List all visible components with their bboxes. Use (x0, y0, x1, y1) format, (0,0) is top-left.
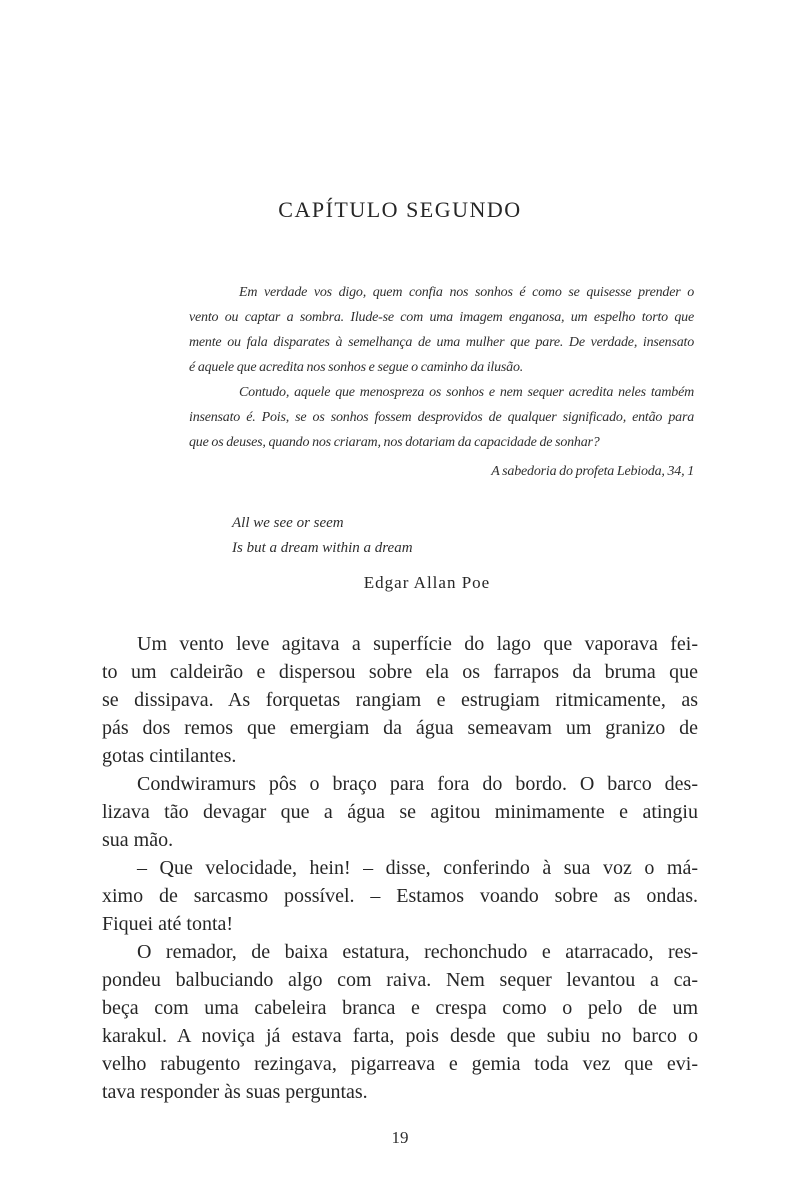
epigraph-paragraph-1 (189, 280, 694, 380)
body-line: O remador, de baixa estatura, rechonchudo e atarracado, res- (137, 941, 698, 963)
epigraph-paragraph-2 (189, 380, 694, 455)
body-line: beça com uma cabeleira branca e crespa como o pelo de um (102, 997, 698, 1019)
body-line: se dissipava. As forquetas rangiam e estrugiam ritmicamente, as (102, 689, 698, 711)
page-number: 19 (391, 1128, 409, 1147)
body-line: ximo de sarcasmo possível. – Estamos voando sobre as ondas. (102, 885, 698, 907)
epigraph-line: insensato é. Pois, se os sonhos fossem desprovidos de qualquer significado, então para (189, 410, 694, 425)
body-line: Um vento leve agitava a superfície do lago que vaporava fei- (137, 633, 698, 655)
body-line: sua mão. (102, 829, 174, 851)
epigraph-attribution: A sabedoria do profeta Lebioda, 34, 1 (491, 464, 694, 479)
body-line: Condwiramurs pôs o braço para fora do bordo. O barco des- (137, 773, 698, 795)
epigraph-line: é aquele que acredita nos sonhos e segue o caminho da ilusão. (189, 360, 524, 375)
epigraph-line: vento ou captar a sombra. Ilude-se com uma imagem enganosa, um espelho torto que (189, 310, 694, 325)
body-line: gotas cintilantes. (102, 745, 237, 767)
body-line: karakul. A noviça já estava farta, pois desde que subiu no barco o (102, 1025, 698, 1047)
poem-line: All we see or seem (232, 515, 344, 531)
epigraph-line: que os deuses, quando nos criaram, nos dotariam da capacidade de sonhar? (189, 435, 600, 450)
body-paragraph-1 (102, 630, 698, 770)
body-line: to um caldeirão e dispersou sobre ela os farrapos da bruma que (102, 661, 698, 683)
epigraph-line: Em verdade vos digo, quem confia nos sonhos é como se quisesse prender o (239, 285, 694, 300)
body-paragraph-4 (102, 938, 698, 1106)
poem-quote (232, 511, 622, 595)
body-line: Fiquei até tonta! (102, 913, 234, 935)
body-line: lizava tão devagar que a água se agitou minimamente e atingiu (102, 801, 698, 823)
epigraph-line: Contudo, aquele que menospreza os sonhos e nem sequer acredita neles também (239, 385, 694, 400)
chapter-title: CAPÍTULO SEGUNDO (278, 197, 522, 222)
body-paragraph-3 (102, 854, 698, 938)
body-line: pondeu balbuciando algo com raiva. Nem sequer levantou a ca- (102, 969, 698, 991)
body-line: pás dos remos que emergiam da água semeavam um granizo de (102, 717, 698, 739)
body-line: velho rabugento rezingava, pigarreava e gemia toda vez que evi- (102, 1053, 698, 1075)
body-line: tava responder às suas perguntas. (102, 1081, 368, 1103)
body-line: – Que velocidade, hein! – disse, conferindo à sua voz o má- (137, 857, 698, 879)
body-paragraph-2 (102, 770, 698, 854)
epigraph (189, 280, 694, 484)
epigraph-line: mente ou fala disparates à semelhança de uma mulher que pare. De verdade, insensato (189, 335, 694, 350)
poem-line: Is but a dream within a dream (232, 540, 413, 556)
body-text (102, 630, 698, 1106)
poem-attribution: Edgar Allan Poe (363, 573, 491, 592)
